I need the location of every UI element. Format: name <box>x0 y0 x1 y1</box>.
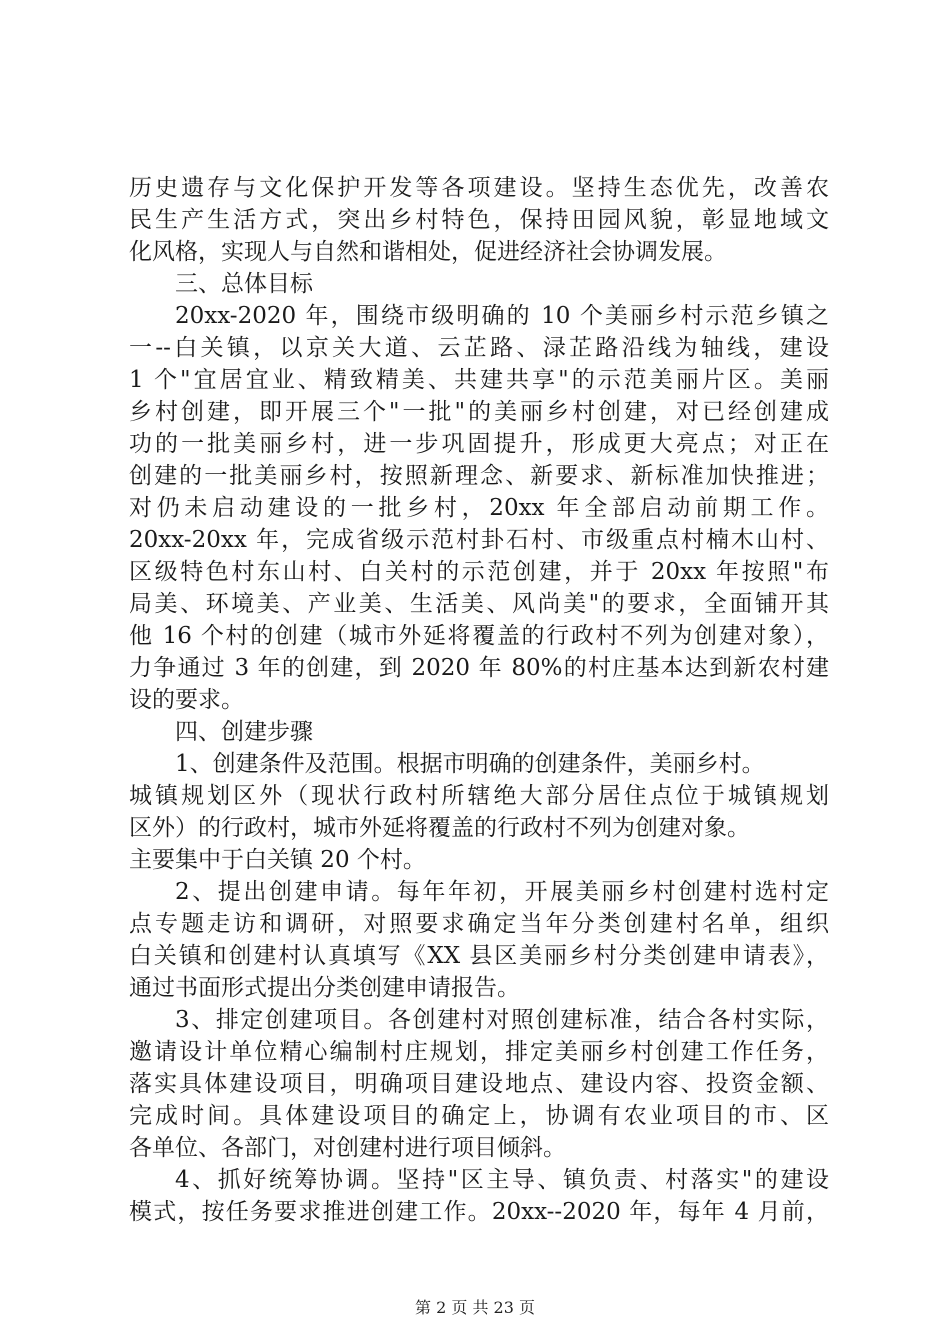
text-line: 设的要求。 <box>129 687 244 713</box>
text-line: 4、抓好统筹协调。坚持"区主导、镇负责、村落实"的建设 <box>175 1167 829 1193</box>
text-line: 他 16 个村的创建（城市外延将覆盖的行政村不列为创建对象）， <box>129 623 829 649</box>
text-line: 2、提出创建申请。每年年初，开展美丽乡村创建村选村定 <box>175 879 829 905</box>
text-line: 完成时间。具体建设项目的确定上，协调有农业项目的市、区 <box>129 1103 829 1129</box>
text-line: 力争通过 3 年的创建，到 2020 年 80%的村庄基本达到新农村建 <box>129 655 829 681</box>
text-line: 3、排定创建项目。各创建村对照创建标准，结合各村实际， <box>175 1007 829 1033</box>
text-line: 模式，按任务要求推进创建工作。20xx--2020 年，每年 4 月前， <box>129 1199 829 1225</box>
page-number-footer: 第 2 页 共 23 页 <box>415 1298 535 1317</box>
section-heading: 三、总体目标 <box>175 271 313 297</box>
text-line: 功的一批美丽乡村，进一步巩固提升，形成更大亮点；对正在 <box>129 431 829 457</box>
text-line: 白关镇和创建村认真填写《XX 县区美丽乡村分类创建申请表》， <box>129 943 829 969</box>
text-line: 民生产生活方式，突出乡村特色，保持田园风貌，彰显地域文 <box>129 207 829 233</box>
text-line: 对仍未启动建设的一批乡村，20xx 年全部启动前期工作。 <box>129 495 829 521</box>
text-line: 点专题走访和调研，对照要求确定当年分类创建村名单，组织 <box>129 911 829 937</box>
text-line: 主要集中于白关镇 20 个村。 <box>129 847 426 873</box>
text-line: 20xx-2020 年，围绕市级明确的 10 个美丽乡村示范乡镇之 <box>175 303 829 329</box>
text-line: 历史遗存与文化保护开发等各项建设。坚持生态优先，改善农 <box>129 175 829 201</box>
text-line: 通过书面形式提出分类创建申请报告。 <box>129 975 520 1001</box>
text-line: 乡村创建，即开展三个"一批"的美丽乡村创建，对已经创建成 <box>129 399 829 425</box>
text-line: 局美、环境美、产业美、生活美、风尚美"的要求，全面铺开其 <box>129 591 829 617</box>
document-body <box>129 172 829 1228</box>
text-line: 一--白关镇，以京关大道、云芷路、渌芷路沿线为轴线，建设 <box>129 335 829 361</box>
text-line: 各单位、各部门，对创建村进行项目倾斜。 <box>129 1135 566 1161</box>
text-line: 区外）的行政村，城市外延将覆盖的行政村不列为创建对象。 <box>129 815 750 841</box>
text-line: 城镇规划区外（现状行政村所辖绝大部分居住点位于城镇规划 <box>129 783 829 809</box>
text-line: 1、创建条件及范围。根据市明确的创建条件，美丽乡村。 <box>175 751 765 777</box>
text-line: 化风格，实现人与自然和谐相处，促进经济社会协调发展。 <box>129 239 727 265</box>
text-line: 邀请设计单位精心编制村庄规划，排定美丽乡村创建工作任务， <box>129 1039 829 1065</box>
text-line: 20xx-20xx 年，完成省级示范村卦石村、市级重点村楠木山村、 <box>129 527 829 553</box>
section-heading: 四、创建步骤 <box>175 719 313 745</box>
text-line: 1 个"宜居宜业、精致精美、共建共享"的示范美丽片区。美丽 <box>129 367 829 393</box>
text-line: 区级特色村东山村、白关村的示范创建，并于 20xx 年按照"布 <box>129 559 829 585</box>
text-line: 落实具体建设项目，明确项目建设地点、建设内容、投资金额、 <box>129 1071 829 1097</box>
text-line: 创建的一批美丽乡村，按照新理念、新要求、新标准加快推进； <box>129 463 829 489</box>
